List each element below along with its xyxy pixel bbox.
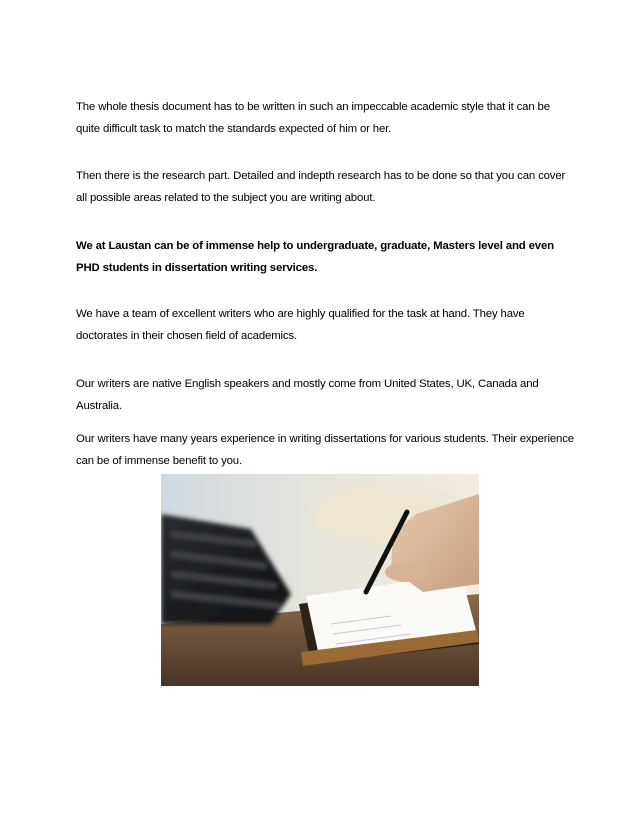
- paragraph-team: We have a team of excellent writers who are highly qualified for the task at hand. They have doctorates in their chosen field of academics.: [76, 308, 525, 342]
- paragraph-native-speakers: Our writers are native English speakers and mostly come from United States, UK, Canada and Australia.: [76, 378, 539, 412]
- paragraph-thesis-style: The whole thesis document has to be written in such an impeccable academic style that it can be quite difficult task to match the standards expected of him or her.: [76, 101, 550, 135]
- paragraph-experience: Our writers have many years experience in writing dissertations for various students. Their experience can be of immense benefit to you.: [76, 433, 574, 467]
- paragraph-research: Then there is the research part. Detailed and indepth research has to be done so that you can cover all possible areas related to the subject you are writing about.: [76, 170, 566, 204]
- paragraph-laustan-help: We at Laustan can be of immense help to undergraduate, graduate, Masters level and even PHD students in dissertation writing services.: [76, 240, 554, 274]
- writing-photo: [161, 474, 479, 686]
